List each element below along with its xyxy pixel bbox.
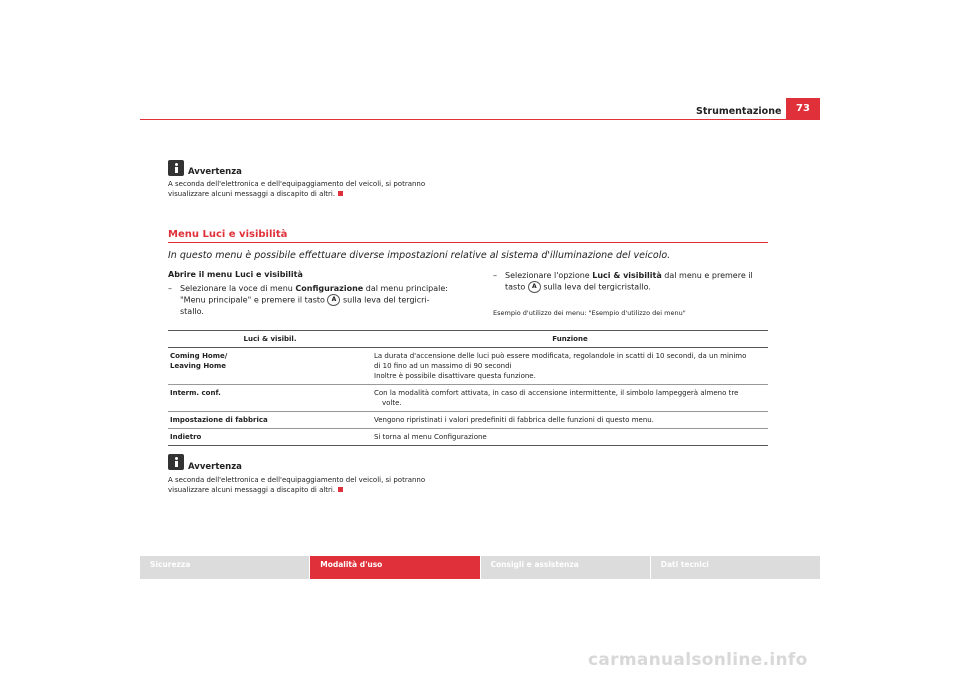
warning-line-1: A seconda dell'elettronica e dell'equipaggiamento del veicoli, si potranno — [168, 180, 426, 188]
warning-title: Avvertenza — [188, 462, 242, 472]
row-function: Con la modalità comfort attivata, in caso di accensione intermittente, il simbolo lampeggerà almeno tre volte. — [372, 385, 768, 412]
left-column — [168, 270, 468, 317]
left-step: – Selezionare la voce di menu Configurazione dal menu principale: "Menu principale" e premere il tasto A sulla leva del tergicri- stallo. — [168, 284, 448, 316]
table-header-key: Luci & visibil. — [168, 331, 372, 348]
row-function: La durata d'accensione delle luci può essere modificata, regolandole in scatti di 10 secondi, da un minimo di 10 fino ad un massimo di 90 secondi Inoltre è possibile disattivare questa funzione. — [372, 348, 768, 385]
end-square-icon — [338, 487, 343, 492]
watermark: carmanualsonline.info — [588, 650, 808, 670]
right-step: – Selezionare l'opzione Luci & visibilità dal menu e premere il tasto A sulla leva del tergicristallo. — [493, 271, 753, 292]
warning-line-1: A seconda dell'elettronica e dell'equipaggiamento del veicoli, si potranno — [168, 476, 426, 484]
row-key: Interm. conf. — [168, 385, 372, 412]
warning-line-2: visualizzare alcuni messaggi a discapito di altri. — [168, 485, 488, 495]
end-square-icon — [338, 191, 343, 196]
table-row — [168, 429, 768, 446]
row-function: Vengono ripristinati i valori predefiniti di fabbrica delle funzioni di questo menu. — [372, 412, 768, 429]
key-a-icon: A — [528, 281, 541, 293]
footer-tab-consigli[interactable]: Consigli e assistenza — [481, 556, 650, 579]
footer-tab-modalita-uso[interactable]: Modalità d'uso — [310, 556, 479, 579]
left-heading: Abrire il menu Luci e visibilità — [168, 270, 303, 279]
table-row — [168, 348, 768, 385]
header-rule — [140, 119, 820, 120]
key-a-icon: A — [327, 294, 340, 306]
footer-tab-dati-tecnici[interactable]: Dati tecnici — [651, 556, 820, 579]
warning-icon — [168, 160, 184, 176]
row-key: Coming Home/ Leaving Home — [168, 348, 372, 385]
row-key: Indietro — [168, 429, 372, 446]
page-number: 73 — [786, 98, 820, 119]
warning-title: Avvertenza — [188, 167, 242, 177]
footer-tab-sicurezza[interactable]: Sicurezza — [140, 556, 309, 579]
footer-nav — [140, 556, 820, 579]
row-function: Si torna al menu Configurazione — [372, 429, 768, 446]
right-column — [493, 270, 783, 293]
running-header-title: Strumentazione — [696, 106, 782, 117]
row-key: Impostazione di fabbrica — [168, 412, 372, 429]
section-intro: In questo menu è possibile effettuare diverse impostazioni relative al sistema d'illuminazione del veicolo. — [168, 250, 671, 261]
table-row — [168, 412, 768, 429]
section-rule — [168, 242, 768, 243]
table-header-function: Funzione — [372, 331, 768, 348]
section-title: Menu Luci e visibilità — [168, 229, 288, 240]
menu-table — [168, 330, 768, 446]
warning-text — [168, 179, 488, 199]
warning-line-2: visualizzare alcuni messaggi a discapito di altri. — [168, 189, 488, 199]
figure-caption: Esempio d'utilizzo dei menu: "Esempio d'utilizzo dei menu" — [493, 309, 686, 317]
warning-icon — [168, 454, 184, 470]
warning-text — [168, 475, 488, 495]
table-row — [168, 385, 768, 412]
